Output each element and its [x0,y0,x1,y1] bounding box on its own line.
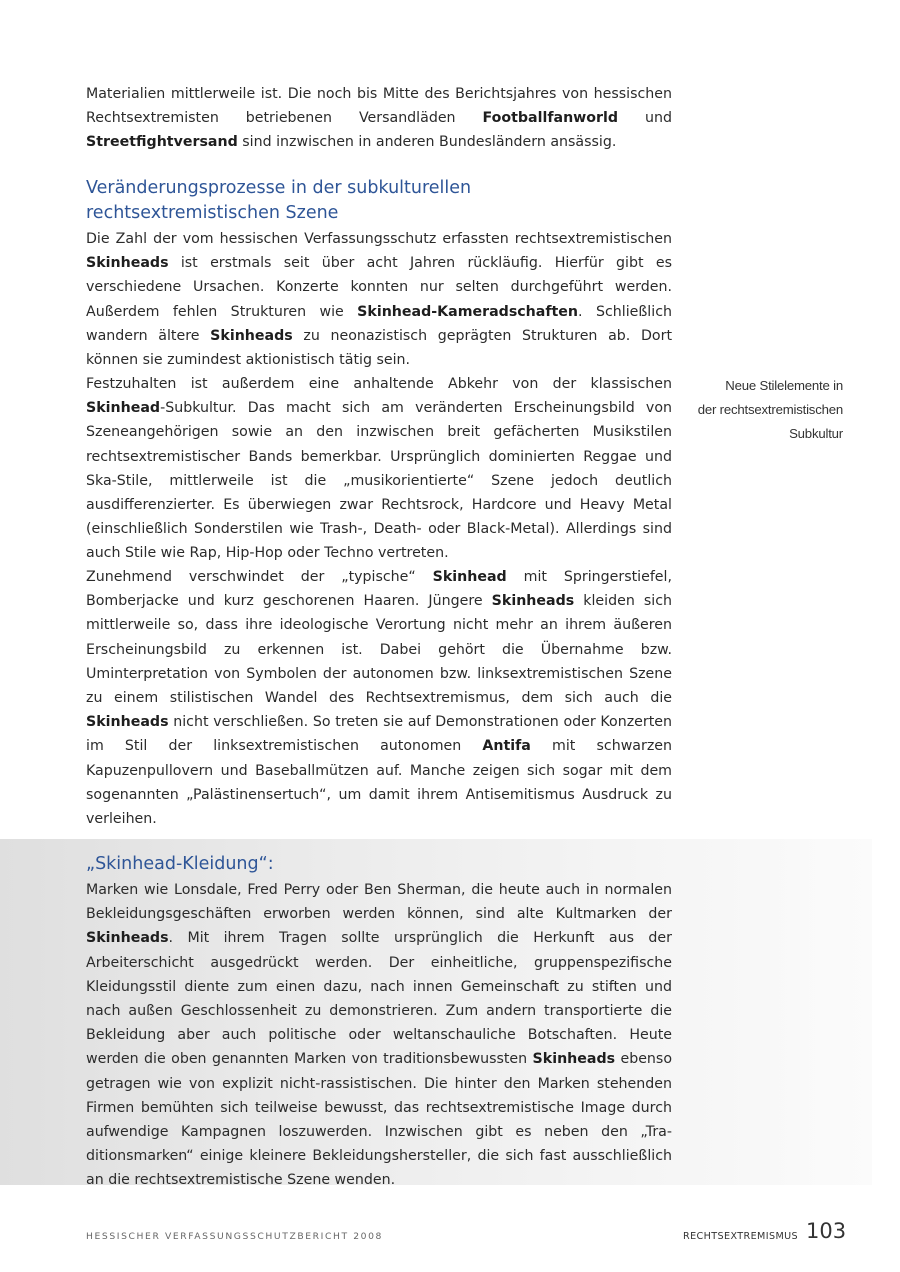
bold-term: Antifa [482,738,531,755]
text-run: Die Zahl der vom hessischen Verfassungsschutz erfassten rechtsextremistischen [86,231,672,247]
intro-paragraph [86,82,672,155]
text-run: mit schwarzen Kapuzenpullovern und Baseballmützen auf. Manche zeigen sich sogar mit dem sogenannten „Palästinensertuch“, um damit ihrem Antisemitismus Ausdruck zu verleihen. [86,738,672,828]
section-heading-line: rechtsextremistischen Szene [86,203,339,223]
text-run: mit Springerstiefel, Bomberjacke und kurz geschorenen Haaren. Jüngere [86,569,672,610]
text-run: . Mit ihrem Tragen sollte ursprünglich die Herkunft aus der Arbeiterschicht ausgedrückt werden. Der einheitliche, gruppenspezifische Kleidungsstil diente zum einen dazu, nach innen Gemeinschaft zu stiften und nach außen Geschlossenheit zu demonstrieren. Zum andern transportierte die Bekleidung aber auch politische oder weltanschauliche Botschaften. Heute werden die oben genannten Marken von traditionsbewussten [86,930,672,1068]
bold-term: Skinhead-Kameradschaften [357,303,579,320]
bold-term: Skinheads [86,930,169,947]
text-run: -Subkultur. Das macht sich am veränderten Erscheinungsbild von Szeneangehörigen sowie an den inzwischen breit gefächerten Musikstilen rechtsextremistischer Bands bemerkbar. Ursprünglich dominierten Reggae und Ska-Stile, mittlerweile ist die „musikorientierte“ Szene jedoch deutlich ausdifferenzierter. Es überwiegen zwar Rechtsrock, Hardcore und Heavy Metal (einschließlich Sonderstilen wie Trash-, Death- oder Black-Metal). Allerdings sind auch Stile wie Rap, Hip-Hop oder Techno vertreten. [86,400,672,562]
text-run: sind inzwischen in anderen Bundesländern ansässig. [237,134,617,151]
text-run: ebenso getragen wie von explizit nicht-rassistischen. Die hinter den Marken stehenden Firmen bemühten sich teilweise bewusst, das rechtsextremistische Image durch aufwendige Kampagnen loszuwerden. Inzwischen gibt es neben den „Traditionsmarken“ einige kleinere Bekleidungshersteller, die sich fast ausschließlich an die rechtsextremistische Szene wenden. [86,1051,672,1189]
text-run: ist erstmals seit über acht Jahren rückläufig. Hierfür gibt es verschiedene Ursachen. Konzerte konnten nur selten durchgeführt werden. Außerdem fehlen Strukturen wie [86,255,672,320]
body-paragraph [86,565,672,831]
page-number: 103 [806,1219,847,1243]
margin-note [690,374,843,446]
bold-term: Streetfightversand [86,134,238,151]
bold-term: Skinhead [432,569,507,585]
body-paragraph [86,227,672,372]
text-run: Marken wie Lonsdale, Fred Perry oder Ben Sherman, die heute auch in normalen Bekleidungsgeschäften erworben werden können, sind alte Kultmarken der [86,882,672,923]
bold-term: Skinheads [86,714,169,731]
margin-note-line: Neue Stilelemente in [725,378,843,393]
section-heading-line: Veränderungsprozesse in der subkulturellen [86,178,472,198]
text-run: kleiden sich mittlerweile so, dass ihre ideologische Verortung nicht mehr an ihrem äußeren Erscheinungsbild zu erkennen ist. Dabei gehört die Übernahme bzw. Uminterpretation von Symbolen der autonomen bzw. linksextremistischen Szene zu einem stilistischen Wandel des Rechtsextremismus, dem sich auch die [86,593,673,707]
info-box-heading: „Skinhead-Kleidung“: [86,854,274,874]
footer-section-title: RECHTSEXTREMISMUS [683,1231,799,1242]
margin-note-line: Subkultur [789,426,843,441]
bold-term: Skinhead [86,400,161,417]
bold-term: Footballfanworld [482,110,619,127]
text-run: Zunehmend verschwindet der „typische“ [86,569,433,585]
bold-term: Skinheads [491,593,575,610]
bold-term: Skinheads [210,327,293,344]
text-run: Festzuhalten ist außerdem eine anhaltende Abkehr von der klassischen [86,376,672,392]
margin-note-line: der rechtsextremistischen [697,402,843,417]
section-heading [86,176,672,226]
bold-term: Skinheads [86,255,169,272]
bold-term: Skinheads [532,1051,616,1068]
info-box-text [86,878,672,1193]
text-run: nicht verschließen. So treten sie auf Demonstrationen oder Konzerten im Stil der linksextremistischen autonomen [86,714,672,755]
footer-publication: HESSISCHER VERFASSUNGSSCHUTZBERICHT 2008 [86,1231,383,1242]
text-run: zu neonazistisch geprägten Strukturen ab. Dort können sie zumindest aktionistisch tätig sein. [86,327,673,369]
text-run: . Schließlich wandern ältere [86,303,672,344]
text-run: Materialien mittlerweile ist. Die noch bis Mitte des Berichtsjahres von hessischen Rechtsextremisten betriebenen Versandläden [86,86,672,127]
text-run: und [618,110,672,127]
body-paragraph [86,372,672,566]
